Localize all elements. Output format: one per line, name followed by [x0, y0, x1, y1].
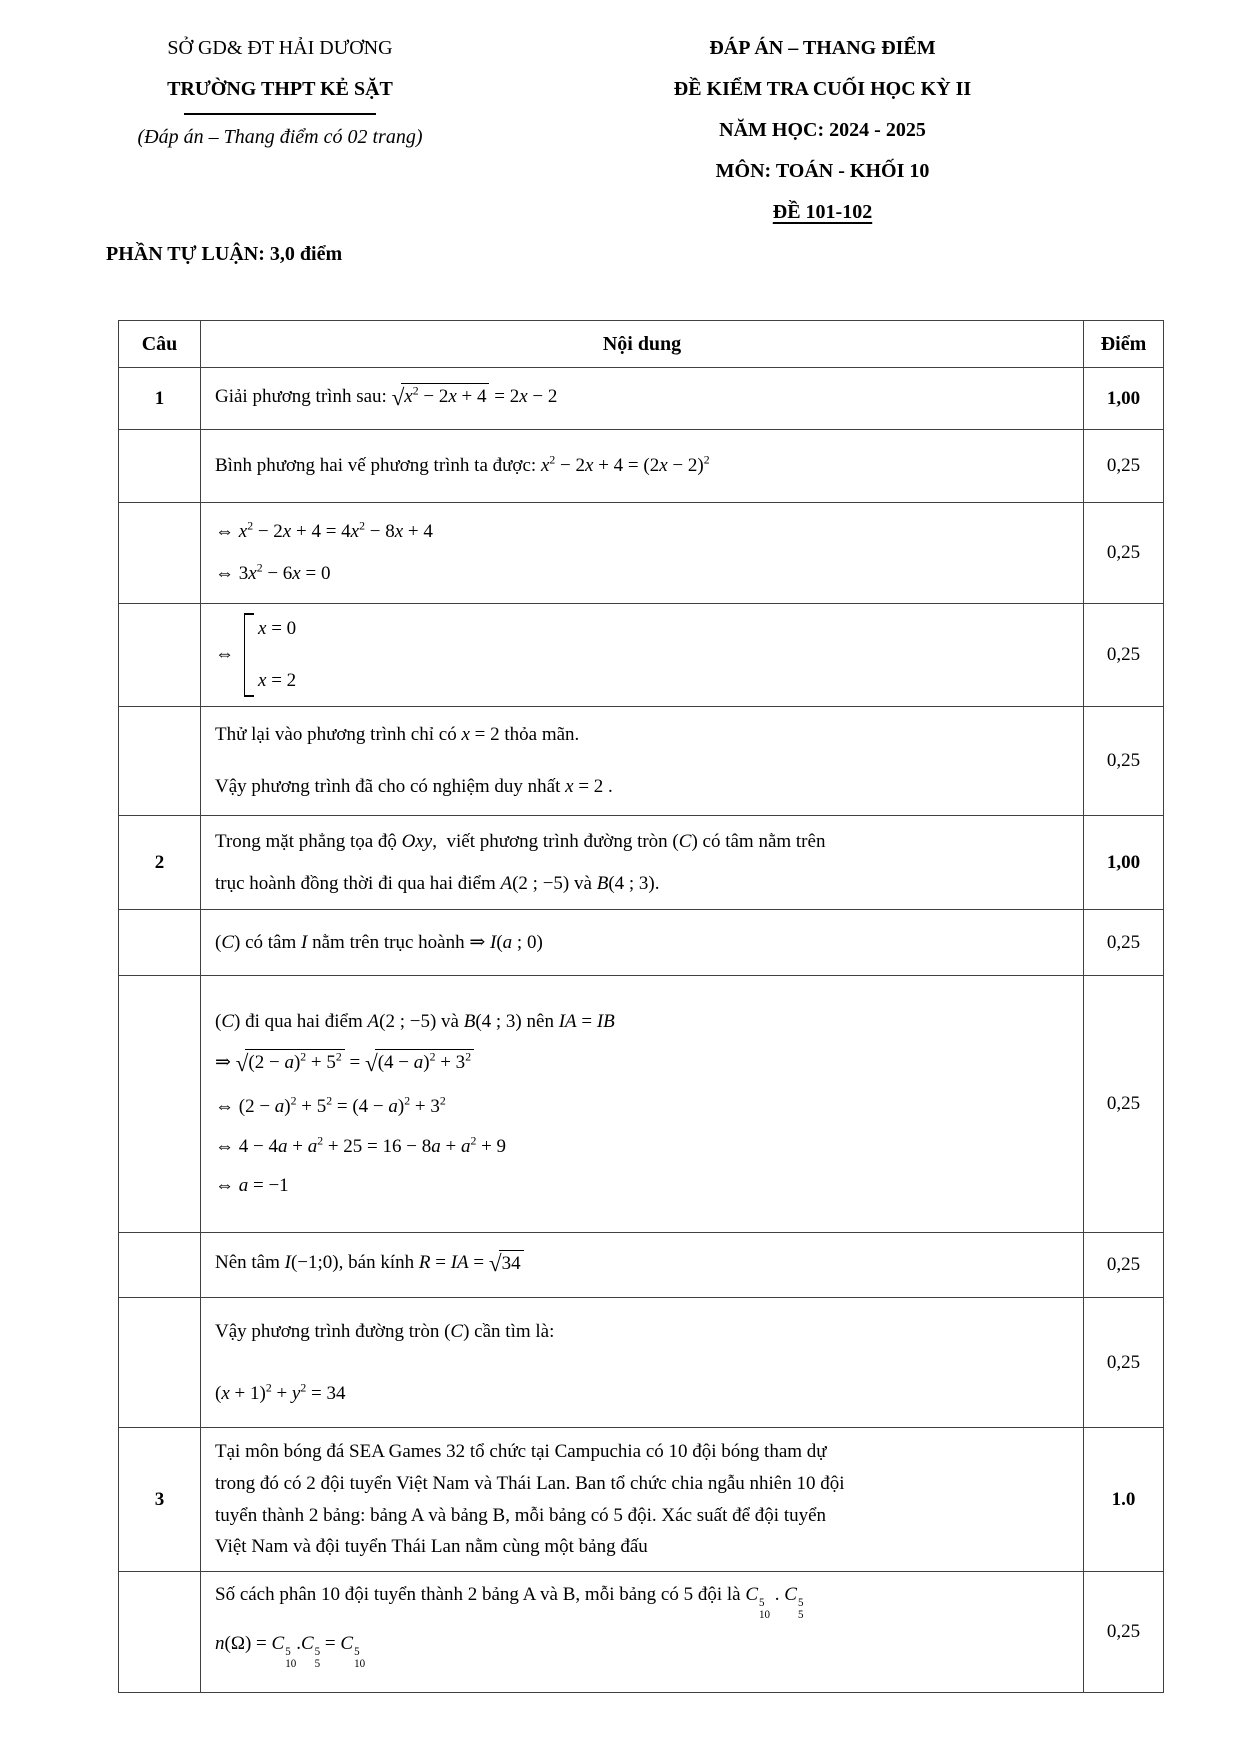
section-title: PHẦN TỰ LUẬN: 3,0 điểm [106, 243, 343, 265]
content-line: Trong mặt phẳng tọa độ Oxy, viết phương trình đường tròn (C) có tâm nằm trên [215, 830, 826, 852]
content-line: Bình phương hai vế phương trình ta được: $x^2 - 2x + 4 = (2x - 2)^2$ [215, 453, 710, 477]
question-number-cell [119, 430, 201, 503]
table-row [119, 1572, 1164, 1693]
table-row [119, 1298, 1164, 1428]
content-line: ⇔ x = 0 x = 2 [215, 613, 1071, 697]
answer-content-cell [201, 368, 1084, 430]
answer-key-title: ĐÁP ÁN – THANG ĐIỂM [709, 37, 936, 59]
content-line: ⇒ $√(2 - a)^2 + 5^2 = √(4 - a)^2 + 3^2$ [215, 1049, 1071, 1080]
school-year: NĂM HỌC: 2024 - 2025 [719, 119, 926, 141]
exam-title: ĐỀ KIỂM TRA CUỐI HỌC KỲ II [673, 78, 972, 100]
content-line: ⇔ a = −1 [215, 1175, 289, 1197]
exam-header-right [615, 38, 1030, 243]
content-line: (C) đi qua hai điểm A(2 ; −5) và B(4 ; 3) nên IA = IB [215, 1011, 615, 1033]
answer-content-cell [201, 707, 1084, 816]
content-line: trong đó có 2 đội tuyển Việt Nam và Thái Lan. Ban tổ chức chia ngẫu nhiên 10 đội [215, 1472, 845, 1494]
content-line: ⇔ $(2 - a)^2 + 5^2 = (4 - a)^2 + 3^2$ [215, 1094, 446, 1117]
subject-grade: MÔN: TOÁN - KHỐI 10 [715, 160, 930, 182]
table-row [119, 1233, 1164, 1298]
content-line: Vậy phương trình đã cho có nghiệm duy nhất x = 2 . [215, 776, 613, 797]
table-row [119, 910, 1164, 976]
question-number-cell [119, 707, 201, 816]
score-cell: 1.0 [1084, 1428, 1164, 1572]
content-line: Thử lại vào phương trình chỉ có x = 2 thỏa mãn. [215, 724, 580, 746]
content-line: Số cách phân 10 đội tuyển thành 2 bảng A và B, mỗi bảng có 5 đội là C 5 10 . C 5 5 [215, 1584, 804, 1621]
answer-content-cell [201, 1428, 1084, 1572]
table-row [119, 368, 1164, 430]
answer-content-cell [201, 430, 1084, 503]
answer-content-cell [201, 1572, 1084, 1693]
answer-content-cell [201, 604, 1084, 707]
question-number-cell [119, 910, 201, 976]
content-line: ⇔ $4 - 4a + a^2 + 25 = 16 - 8a + a^2 + 9$ [215, 1134, 507, 1157]
answer-content-cell [201, 1233, 1084, 1298]
content-line: tuyển thành 2 bảng: bảng A và bảng B, mỗi bảng có 5 đội. Xác suất để đội tuyển [215, 1504, 827, 1526]
answer-table [118, 320, 1164, 1693]
column-header-content: Nội dung [201, 321, 1084, 368]
answer-content-cell [201, 976, 1084, 1233]
question-number-cell [119, 503, 201, 604]
table-row [119, 816, 1164, 910]
school-name: TRƯỜNG THPT KẺ SẶT [167, 78, 393, 100]
question-number-cell: 1 [119, 368, 201, 430]
table-row [119, 604, 1164, 707]
answer-content-cell [201, 816, 1084, 910]
column-header-score: Điểm [1084, 321, 1164, 368]
table-header-row [119, 321, 1164, 368]
content-line: $(x + 1)^2 + y^2 = 34$ [215, 1381, 346, 1404]
content-line: trục hoành đồng thời đi qua hai điểm A(2 ; −5) và B(4 ; 3). [215, 872, 660, 894]
answer-content-cell [201, 503, 1084, 604]
score-cell: 0,25 [1084, 503, 1164, 604]
score-cell: 0,25 [1084, 1298, 1164, 1428]
content-line: (C) có tâm I nằm trên trục hoành ⇒ I(a ; 0) [215, 931, 543, 953]
column-header-question: Câu [119, 321, 201, 368]
exam-code: ĐỀ 101-102 [772, 201, 873, 223]
score-cell: 0,25 [1084, 604, 1164, 707]
answer-note: (Đáp án – Thang điểm có 02 trang) [137, 126, 423, 148]
score-cell: 0,25 [1084, 1233, 1164, 1298]
table-row [119, 503, 1164, 604]
score-cell: 1,00 [1084, 368, 1164, 430]
content-line: Việt Nam và đội tuyển Thái Lan nằm cùng một bảng đấu [215, 1536, 648, 1558]
table-row [119, 430, 1164, 503]
score-cell: 0,25 [1084, 976, 1164, 1233]
table-row [119, 707, 1164, 816]
question-number-cell [119, 1233, 201, 1298]
question-number-cell [119, 1572, 201, 1693]
school-header-left [105, 38, 455, 168]
question-number-cell [119, 1298, 201, 1428]
department-name: SỞ GD& ĐT HẢI DƯƠNG [167, 37, 393, 59]
question-number-cell [119, 976, 201, 1233]
question-number-cell: 2 [119, 816, 201, 910]
answer-content-cell [201, 910, 1084, 976]
content-line: Vậy phương trình đường tròn (C) cần tìm là: [215, 1320, 555, 1342]
score-cell: 0,25 [1084, 707, 1164, 816]
question-number-cell [119, 604, 201, 707]
question-number-cell: 3 [119, 1428, 201, 1572]
score-cell: 0,25 [1084, 910, 1164, 976]
table-row [119, 1428, 1164, 1572]
content-line: Giải phương trình sau: $√x^2 - 2x + 4 = 2x - 2$ [215, 384, 558, 411]
content-line: Nên tâm I(−1;0), bán kính R = IA = √34 [215, 1249, 1071, 1280]
content-line: ⇔ $3x^2 - 6x = 0$ [215, 561, 331, 584]
table-row [119, 976, 1164, 1233]
score-cell: 0,25 [1084, 430, 1164, 503]
answer-content-cell [201, 1298, 1084, 1428]
score-cell: 0,25 [1084, 1572, 1164, 1693]
score-cell: 1,00 [1084, 816, 1164, 910]
content-line: Tại môn bóng đá SEA Games 32 tổ chức tại Campuchia có 10 đội bóng tham dự [215, 1441, 827, 1463]
content-line: n(Ω) = C 5 10 .C 5 5 = C 5 10 [215, 1633, 366, 1670]
answer-table-body [119, 368, 1164, 1693]
header-rule [184, 112, 376, 115]
content-line: ⇔ $x^2 - 2x + 4 = 4x^2 - 8x + 4$ [215, 520, 433, 543]
